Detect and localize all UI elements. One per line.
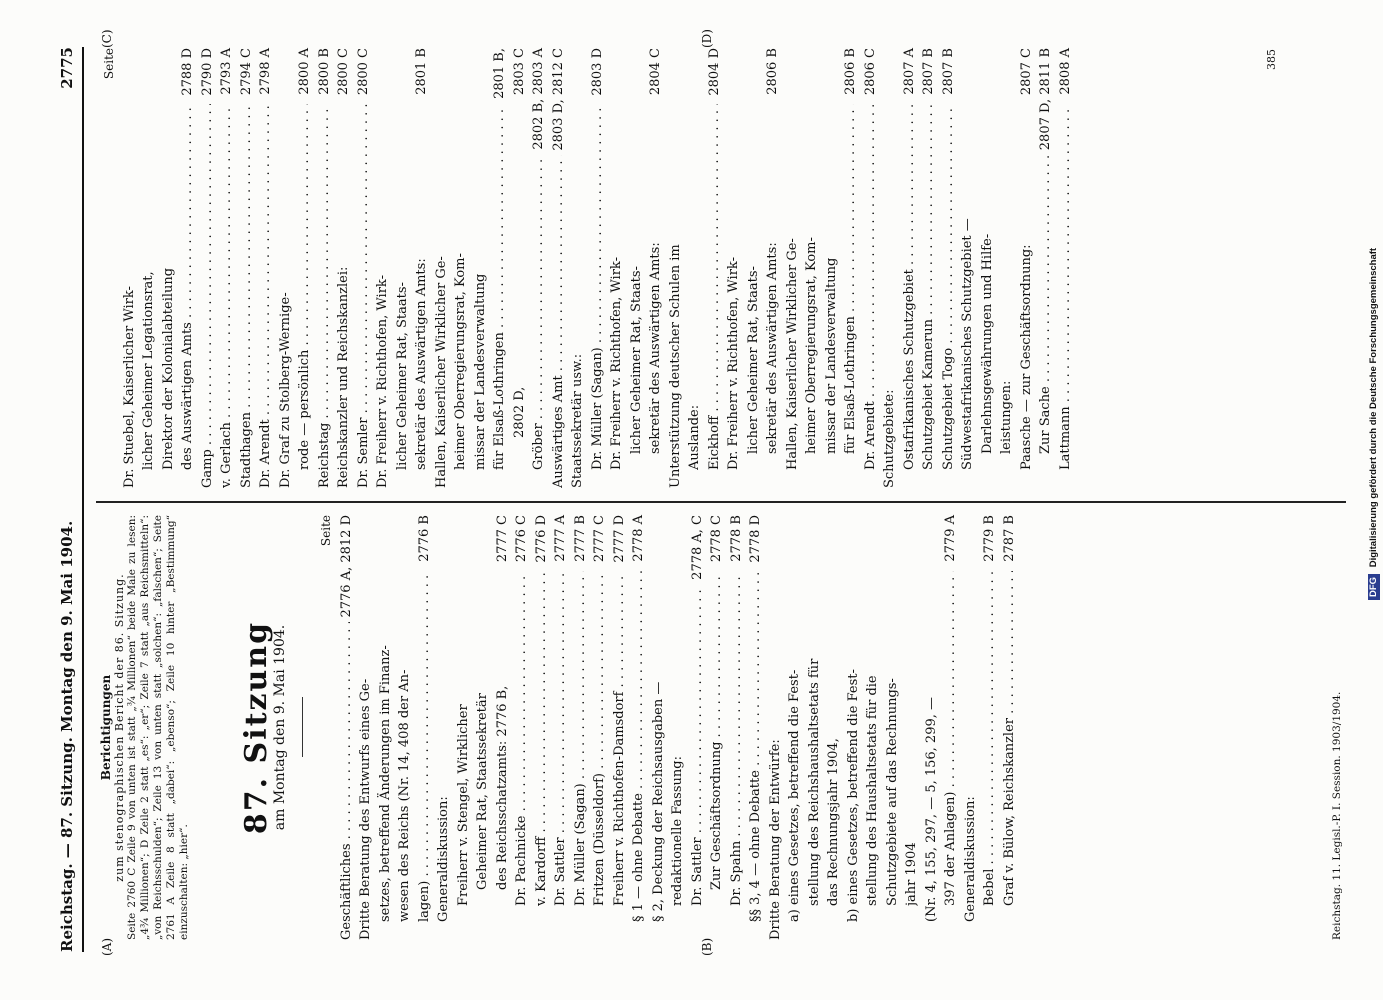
toc-entry-label: für Elsaß-Lothringen . . . xyxy=(841,104,861,454)
toc-entry-label: stellung des Haushaltsetats für die xyxy=(865,675,880,906)
toc-entry xyxy=(805,515,825,940)
toc-entry xyxy=(237,48,257,488)
toc-entry-page-ref: 2776 B xyxy=(416,515,432,562)
toc-entry xyxy=(120,48,140,488)
toc-entry-label: Lattmann . . . xyxy=(1056,104,1076,470)
toc-entry xyxy=(705,48,725,488)
toc-entry xyxy=(432,48,452,488)
toc-entry xyxy=(649,515,669,940)
margin-letter-a: (A) xyxy=(100,937,114,956)
toc-entry-page-ref: 2807 D, 2811 B xyxy=(1038,48,1053,151)
toc-entry-label: licher Geheimer Rat, Staats- xyxy=(745,266,761,454)
toc-entry-label: Generaldiskussion: xyxy=(962,796,978,922)
toc-entry-label: Direktor der Kolonialabteilung xyxy=(160,267,176,470)
toc-entry xyxy=(939,48,959,488)
toc-entry-page-ref: 2776 D xyxy=(533,515,549,563)
toc-entry xyxy=(490,48,510,488)
corrections-box xyxy=(100,515,191,940)
toc-entry xyxy=(822,48,842,488)
toc-entry-label: des Auswärtigen Amts . . . xyxy=(178,104,198,470)
toc-entry-label: a) eines Gesetzes, betreffend die Fest- xyxy=(787,669,802,922)
toc-entry-label: Hallen, Kaiserlicher Wirklicher Ge- xyxy=(784,238,800,470)
toc-entry-page-ref: 2777 C xyxy=(592,515,607,563)
toc-entry-label: Dr. Müller (Sagan) . . . xyxy=(571,571,591,906)
toc-entry-label: sekretär des Auswärtigen Amts: xyxy=(414,258,429,470)
toc-entry-label: Dr. Arendt . . . xyxy=(256,104,276,488)
dfg-sidebar xyxy=(1365,0,1383,1000)
toc-entry xyxy=(763,48,783,488)
toc-entry xyxy=(412,48,432,488)
right-toc xyxy=(120,48,1076,488)
toc-entry xyxy=(395,515,415,940)
toc-entry xyxy=(880,48,900,488)
toc-entry-page-ref: 2803 C xyxy=(511,48,527,96)
toc-entry-label: Ostafrikanisches Schutzgebiet . . . xyxy=(900,104,920,470)
toc-entry xyxy=(198,48,218,488)
toc-entry-label: Paasche — zur Geschäftsordnung: xyxy=(1018,244,1034,470)
toc-entry xyxy=(688,515,708,940)
dfg-credit: Digitalisierung gefördert durch die Deutsche Forschungsgemeinschaft xyxy=(1368,247,1379,568)
toc-entry xyxy=(766,515,786,940)
toc-entry xyxy=(668,515,688,940)
toc-entry xyxy=(549,48,569,488)
toc-entry-page-ref: 2806 B xyxy=(765,48,780,95)
toc-entry xyxy=(883,515,903,940)
toc-entry xyxy=(997,48,1017,488)
toc-entry xyxy=(568,48,588,488)
toc-entry-label: v. Kardorff . . . xyxy=(532,571,552,906)
toc-entry-page-ref: 2801 B, xyxy=(492,48,507,99)
toc-entry-label: Dr. Pachnicke . . . xyxy=(512,571,532,906)
toc-entry-label: Schutzgebiete auf das Rechnungs- xyxy=(884,678,900,906)
toc-entry-label: Eickhoff . . . xyxy=(705,104,725,470)
toc-entry-label: Dr. Freiherr v. Richthofen, Wirk- xyxy=(726,257,741,470)
toc-entry-label: Dr. Stuebel, Kaiserlicher Wirk- xyxy=(121,286,137,488)
toc-entry-label: Staatssekretär usw.: xyxy=(570,353,585,488)
toc-entry-page-ref: 2804 D xyxy=(706,48,722,96)
toc-entry xyxy=(373,48,393,488)
toc-entry xyxy=(493,515,513,940)
toc-entry-label: Stadthagen . . . xyxy=(237,104,257,488)
toc-entry-label: missar der Landesverwaltung xyxy=(823,257,839,454)
toc-entry-label: Auswärtiges Amt . . . xyxy=(549,155,569,488)
toc-entry xyxy=(744,48,764,488)
toc-entry xyxy=(863,515,883,940)
toc-entry xyxy=(354,48,374,488)
toc-entry-page-ref: 2788 D xyxy=(180,48,195,96)
toc-entry-page-ref: 2777 A xyxy=(553,515,568,562)
toc-entry xyxy=(902,515,922,940)
toc-entry-label: Dr. Arendt . . . xyxy=(861,104,881,470)
toc-entry-label: des Reichsschatzamts: 2776 B, xyxy=(494,685,510,890)
toc-entry-label: lagen) . . . xyxy=(415,571,435,922)
toc-entry-label: Dritte Beratung der Entwürfe: xyxy=(767,739,783,940)
left-column xyxy=(99,515,1343,940)
toc-entry xyxy=(415,515,435,940)
margin-letter-d: (D) xyxy=(700,29,714,48)
toc-entry-label: redaktionelle Fassung: xyxy=(670,756,685,906)
toc-entry xyxy=(510,48,530,488)
toc-entry-page-ref: 2801 B xyxy=(414,48,429,95)
toc-entry-page-ref: 2778 C xyxy=(709,515,724,563)
header-title: Reichstag. — 87. Sitzung. Montag den 9. Mai 1904. xyxy=(58,520,76,952)
toc-entry-page-ref: 2776 C xyxy=(514,515,529,563)
toc-entry-label: Gröber . . . xyxy=(529,154,549,470)
toc-entry-label: Dr. Semler . . . xyxy=(354,104,374,488)
toc-entry-label: Freiherr v. Stengel, Wirklicher xyxy=(455,704,471,906)
toc-entry-label: sekretär des Auswärtigen Amts: xyxy=(765,242,780,454)
toc-entry-page-ref: 2779 B xyxy=(982,515,997,562)
toc-entry-label: Reichskanzler und Reichskanzlei: xyxy=(336,266,351,488)
toc-entry-label: rode — persönlich . . . xyxy=(295,104,315,470)
toc-entry-page-ref: 2803 D, 2812 C xyxy=(550,48,566,151)
toc-entry-label: missar der Landesverwaltung xyxy=(472,273,488,470)
toc-entry-label: 2802 D, xyxy=(511,386,527,438)
toc-entry xyxy=(627,48,647,488)
toc-entry xyxy=(1036,48,1056,488)
toc-entry-page-ref: 2807 B xyxy=(921,48,936,95)
toc-entry-label: Geschäftliches . . . xyxy=(337,622,357,940)
toc-entry-page-ref: 2794 C xyxy=(238,48,254,96)
toc-entry xyxy=(529,48,549,488)
toc-entry-page-ref: 2800 A xyxy=(297,48,312,95)
toc-entry-page-ref: 2787 B xyxy=(1001,515,1017,562)
toc-entry-page-ref: 2806 C xyxy=(862,48,878,96)
toc-entry-label: Generaldiskussion: xyxy=(436,796,451,922)
toc-entry xyxy=(922,515,942,940)
toc-entry xyxy=(256,48,276,488)
toc-entry-label: Dritte Beratung des Entwurfs eines Ge- xyxy=(358,678,373,940)
toc-entry-label: Schutzgebiet Togo . . . xyxy=(939,104,959,470)
toc-entry xyxy=(958,48,978,488)
header-page-number: 2775 xyxy=(58,47,76,89)
sheet-number: 385 xyxy=(1265,49,1278,70)
toc-entry xyxy=(276,48,296,488)
toc-entry-label: v. Gerlach . . . xyxy=(217,104,237,488)
toc-entry xyxy=(610,515,630,940)
toc-entry-page-ref: 2804 C xyxy=(648,48,663,96)
toc-entry-page-ref: 2800 C xyxy=(355,48,371,96)
toc-entry xyxy=(961,515,981,940)
toc-entry-label: § 1 — ohne Debatte . . . xyxy=(629,571,649,922)
toc-entry-label: Dr. Sattler . . . xyxy=(688,584,708,906)
toc-entry-label: §§ 3, 4 — ohne Debatte . . . xyxy=(746,571,766,922)
toc-entry xyxy=(841,48,861,488)
toc-entry xyxy=(980,515,1000,940)
toc-entry-label: Dr. Graf zu Stolberg-Wernige- xyxy=(277,292,293,488)
footer-note: Reichstag. 11. Legisl.-P. I. Session. 1903/1904. xyxy=(1331,691,1343,940)
toc-entry xyxy=(588,48,608,488)
toc-entry xyxy=(1017,48,1037,488)
toc-entry xyxy=(376,515,396,940)
session-title: 87. Sitzung xyxy=(239,620,274,835)
toc-entry-label: Reichstag . . . xyxy=(315,104,335,488)
toc-entry xyxy=(783,48,803,488)
toc-entry-label: Dr. Freiherr v. Richthofen, Wirk- xyxy=(375,275,390,488)
toc-entry xyxy=(178,48,198,488)
toc-entry-label: Zur Geschäftsordnung . . . xyxy=(707,571,727,890)
toc-entry-page-ref: 2806 B xyxy=(843,48,858,95)
toc-entry-label: Unterstützung deutscher Schulen im xyxy=(667,244,683,488)
corrections-subtitle: zum stenographischen Bericht der 86. Sitzung. xyxy=(113,573,126,882)
toc-entry xyxy=(512,515,532,940)
toc-entry-page-ref: 2790 D xyxy=(199,48,215,96)
toc-entry-label: Dr. Müller (Sagan) . . . xyxy=(588,104,608,470)
toc-entry xyxy=(685,48,705,488)
seite-label-right: Seite xyxy=(102,48,116,80)
toc-entry xyxy=(724,48,744,488)
toc-entry xyxy=(746,515,766,940)
toc-entry xyxy=(551,515,571,940)
toc-entry-page-ref: 2778 D xyxy=(748,515,763,563)
toc-entry-label: Schutzgebiete: xyxy=(882,389,897,488)
toc-entry-page-ref: 2778 A xyxy=(631,515,646,562)
toc-entry-label: Dr. Freiherr v. Richthofen, Wirk- xyxy=(609,257,624,470)
toc-entry xyxy=(978,48,998,488)
toc-entry-label: Freiherr v. Richthofen-Damsdorf . . . xyxy=(610,571,630,906)
toc-entry-page-ref: 2779 A xyxy=(943,515,958,562)
toc-entry xyxy=(454,515,474,940)
toc-entry-label: Fritzen (Düsseldorf) . . . xyxy=(590,571,610,906)
toc-entry-page-ref: 2777 C xyxy=(494,515,510,563)
toc-entry xyxy=(1056,48,1076,488)
toc-entry-label: Zur Sache . . . xyxy=(1036,154,1056,454)
corrections-text: Seite 2760 C Zeile 9 von unten ist statt „¾ Millionen“ beide Male zu lesen: „4¾ Millionen“; D Zeile 2 statt „es“: „er“; Zeile 7 statt „aus Reichsmitteln“: „von Reichsschulden“; Zeile 13 von unten statt „solchen“: „falschen“; Seite 2761 A Zeile 8 statt „dabei“: „ebenso“; Zeile 10 hinter „Bestimmung“ einzuschalten: „hier“. xyxy=(126,515,190,940)
toc-entry xyxy=(900,48,920,488)
toc-entry-page-ref: 2793 A xyxy=(219,48,234,95)
toc-entry-page-ref: 2807 A xyxy=(901,48,917,95)
toc-entry-label: § 2, Deckung der Reichsausgaben — xyxy=(650,681,666,922)
toc-entry xyxy=(337,515,357,940)
right-column xyxy=(100,48,1340,488)
toc-entry xyxy=(393,48,413,488)
toc-entry-label: (Nr. 4, 155, 297, — 5, 156, 299, — xyxy=(923,696,939,922)
toc-entry xyxy=(315,48,335,488)
toc-entry-label: jahr 1904 xyxy=(904,842,919,906)
divider-rule xyxy=(302,698,303,758)
toc-entry-label: Gamp . . . xyxy=(198,104,218,488)
toc-entry-label: leistungen: xyxy=(999,380,1014,454)
toc-entry-label: Auslande: xyxy=(687,404,702,470)
seite-label: Seite xyxy=(319,515,333,547)
toc-entry xyxy=(532,515,552,940)
toc-entry xyxy=(451,48,471,488)
toc-entry-page-ref: 2800 B xyxy=(316,48,332,95)
toc-entry-page-ref: 2802 B, 2803 A xyxy=(531,48,546,150)
toc-entry xyxy=(434,515,454,940)
toc-entry xyxy=(139,48,159,488)
toc-entry-page-ref: 2807 C xyxy=(1018,48,1034,96)
toc-entry xyxy=(629,515,649,940)
toc-entry xyxy=(785,515,805,940)
toc-entry xyxy=(646,48,666,488)
session-subtitle: am Montag den 9. Mai 1904. xyxy=(271,624,288,831)
toc-entry-page-ref: 2778 B xyxy=(728,515,744,562)
toc-entry xyxy=(707,515,727,940)
toc-entry xyxy=(861,48,881,488)
toc-entry xyxy=(217,48,237,488)
toc-entry-label: Schutzgebiet Kamerun . . . xyxy=(919,104,939,470)
toc-entry xyxy=(607,48,627,488)
toc-entry-label: für Elsaß-Lothringen . . . xyxy=(490,104,510,470)
toc-entry xyxy=(824,515,844,940)
toc-entry xyxy=(471,48,491,488)
toc-entry-label: Südwestafrikanisches Schutzgebiet — xyxy=(960,218,975,470)
toc-entry-label: 397 der Anlagen) . . . xyxy=(941,571,961,906)
toc-entry xyxy=(590,515,610,940)
toc-entry-label: licher Geheimer Rat, Staats- xyxy=(394,282,410,470)
toc-entry-label: Geheimer Rat, Staatssekretär xyxy=(475,693,490,890)
toc-entry-page-ref: 2803 D xyxy=(589,48,605,96)
corrections-title: Berichtigungen xyxy=(99,674,113,781)
toc-entry-label: Graf v. Bülow, Reichskanzler . . . xyxy=(1000,571,1020,906)
toc-entry xyxy=(295,48,315,488)
toc-entry-label: setzes, betreffend Änderungen im Finanz- xyxy=(377,645,393,922)
toc-entry-page-ref: 2777 B xyxy=(572,515,588,562)
toc-entry-page-ref: 2778 A, C xyxy=(689,515,705,580)
toc-entry-page-ref: 2798 A xyxy=(258,48,273,95)
toc-entry xyxy=(1000,515,1020,940)
toc-entry-label: stellung des Reichshaushaltsetats für xyxy=(806,658,822,906)
margin-letter-b: (B) xyxy=(700,937,714,956)
toc-entry xyxy=(727,515,747,940)
toc-entry-label: Hallen, Kaiserlicher Wirklicher Ge- xyxy=(433,256,449,488)
toc-entry-page-ref: 2776 A, 2812 D xyxy=(338,515,354,618)
toc-entry-page-ref: 2807 B xyxy=(940,48,956,95)
toc-entry-label: heimer Oberregierungsrat, Kom- xyxy=(804,237,819,454)
toc-entry-label: Darlehnsgewährungen und Hilfe- xyxy=(979,233,995,454)
margin-letter-c: (C) xyxy=(100,29,114,48)
toc-entry xyxy=(844,515,864,940)
toc-entry-label: Dr. Spahn . . . xyxy=(727,571,747,906)
toc-entry-label: Dr. Sattler . . . xyxy=(551,571,571,906)
toc-entry-label: heimer Oberregierungsrat, Kom- xyxy=(453,253,468,470)
column-divider xyxy=(96,501,1346,503)
toc-entry-label: licher Geheimer Legationsrat, xyxy=(141,271,156,470)
toc-entry xyxy=(334,48,354,488)
left-toc xyxy=(337,515,1020,940)
toc-entry-label: b) eines Gesetzes, betreffend die Fest- xyxy=(845,669,861,922)
toc-entry xyxy=(473,515,493,940)
toc-entry-label: das Rechnungsjahr 1904, xyxy=(826,738,841,906)
toc-entry-page-ref: 2808 A xyxy=(1057,48,1073,95)
dfg-logo: DFG xyxy=(1368,574,1380,600)
toc-entry xyxy=(941,515,961,940)
toc-entry xyxy=(159,48,179,488)
toc-entry xyxy=(571,515,591,940)
toc-entry xyxy=(666,48,686,488)
toc-entry xyxy=(356,515,376,940)
toc-entry xyxy=(802,48,822,488)
toc-entry-label: Bebel . . . xyxy=(980,571,1000,906)
toc-entry-label: wesen des Reichs (Nr. 14, 408 der An- xyxy=(397,669,412,922)
toc-entry-page-ref: 2800 C xyxy=(336,48,351,96)
toc-entry-label: sekretär des Auswärtigen Amts: xyxy=(648,242,663,454)
toc-entry xyxy=(919,48,939,488)
toc-entry-label: licher Geheimer Rat, Staats- xyxy=(628,266,644,454)
running-header xyxy=(52,47,84,952)
toc-entry-page-ref: 2777 D xyxy=(611,515,627,563)
